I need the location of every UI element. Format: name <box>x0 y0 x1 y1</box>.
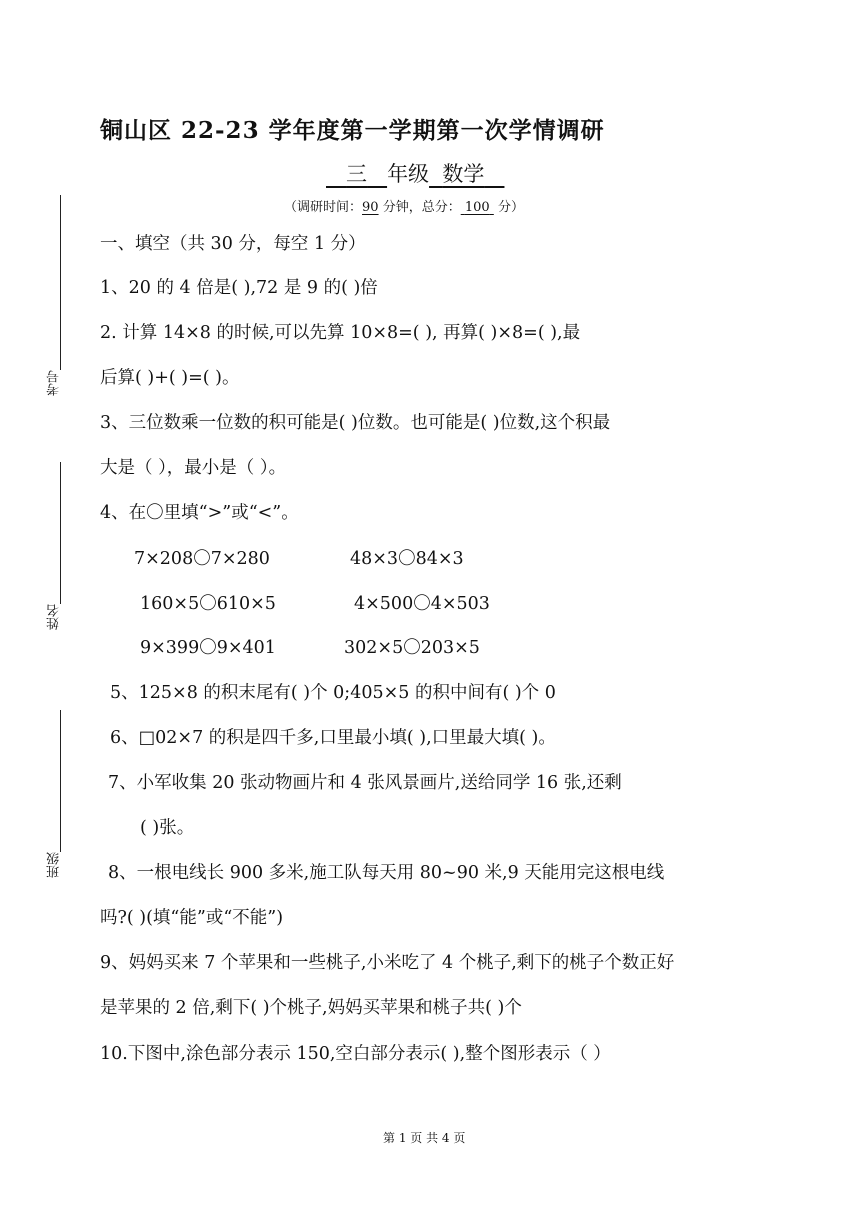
question-8: 8、一根电线长 900 多米,施工队每天用 80~90 米,9 天能用完这根电线 <box>108 863 665 883</box>
exam-number-label: 考号 <box>47 370 62 396</box>
question-5: 5、125×8 的积末尾有( )个 0;405×5 的积中间有( )个 0 <box>110 683 556 703</box>
compare-item-3: 160×5〇610×5 <box>140 594 276 614</box>
compare-item-2: 48×3〇84×3 <box>350 549 464 569</box>
time-value: 90 <box>362 200 379 215</box>
compare-item-1: 7×208〇7×280 <box>134 549 270 569</box>
grade-label: 年级 <box>387 162 430 186</box>
question-6: 6、□02×7 的积是四千多,口里最小填( ),口里最大填( )。 <box>110 728 556 748</box>
question-7-cont: ( )张。 <box>140 818 195 838</box>
question-4: 4、在〇里填“>”或“<”。 <box>100 503 299 523</box>
score-value: 100 <box>464 200 490 215</box>
exam-note: （调研时间：90 分钟，总分： 100 分） <box>284 200 524 215</box>
grade-subject-line <box>326 158 504 188</box>
question-10: 10.下图中,涂色部分表示 150,空白部分表示( ),整个图形表示（ ） <box>100 1044 611 1064</box>
binding-line-3 <box>60 710 61 852</box>
name-label: 姓名 <box>47 604 62 630</box>
question-2: 2. 计算 14×8 的时候,可以先算 10×8=( ), 再算( )×8=( ),最 <box>100 323 581 343</box>
question-9: 9、妈妈买来 7 个苹果和一些桃子,小米吃了 4 个桃子,剩下的桃子个数正好 <box>100 953 675 973</box>
question-3-cont: 大是（ ），最小是（ ）。 <box>100 458 287 478</box>
exam-title: 铜山区 22-23 学年度第一学期第一次学情调研 <box>100 117 605 144</box>
compare-item-5: 9×399〇9×401 <box>140 638 276 658</box>
subject-value: 数学 <box>442 162 485 186</box>
compare-item-6: 302×5〇203×5 <box>344 638 480 658</box>
question-2-cont: 后算( )+( )=( )。 <box>100 368 240 388</box>
class-label: 班级 <box>47 852 62 878</box>
binding-line-2 <box>60 462 61 604</box>
question-8-cont: 吗?( )(填“能”或“不能”) <box>100 908 284 928</box>
question-3: 3、三位数乘一位数的积可能是( )位数。也可能是( )位数,这个积最 <box>100 413 611 433</box>
compare-item-4: 4×500〇4×503 <box>354 594 490 614</box>
section-heading: 一、填空（共 30 分，每空 1 分） <box>100 234 366 254</box>
question-1: 1、20 的 4 倍是( ),72 是 9 的( )倍 <box>100 278 378 298</box>
binding-line-1 <box>60 195 61 370</box>
page-footer: 第 1 页 共 4 页 <box>383 1131 466 1145</box>
question-9-cont: 是苹果的 2 倍,剩下( )个桃子,妈妈买苹果和桃子共( )个 <box>100 998 522 1018</box>
question-7: 7、小军收集 20 张动物画片和 4 张风景画片,送给同学 16 张,还剩 <box>108 773 622 793</box>
grade-value: 三 <box>346 162 368 186</box>
